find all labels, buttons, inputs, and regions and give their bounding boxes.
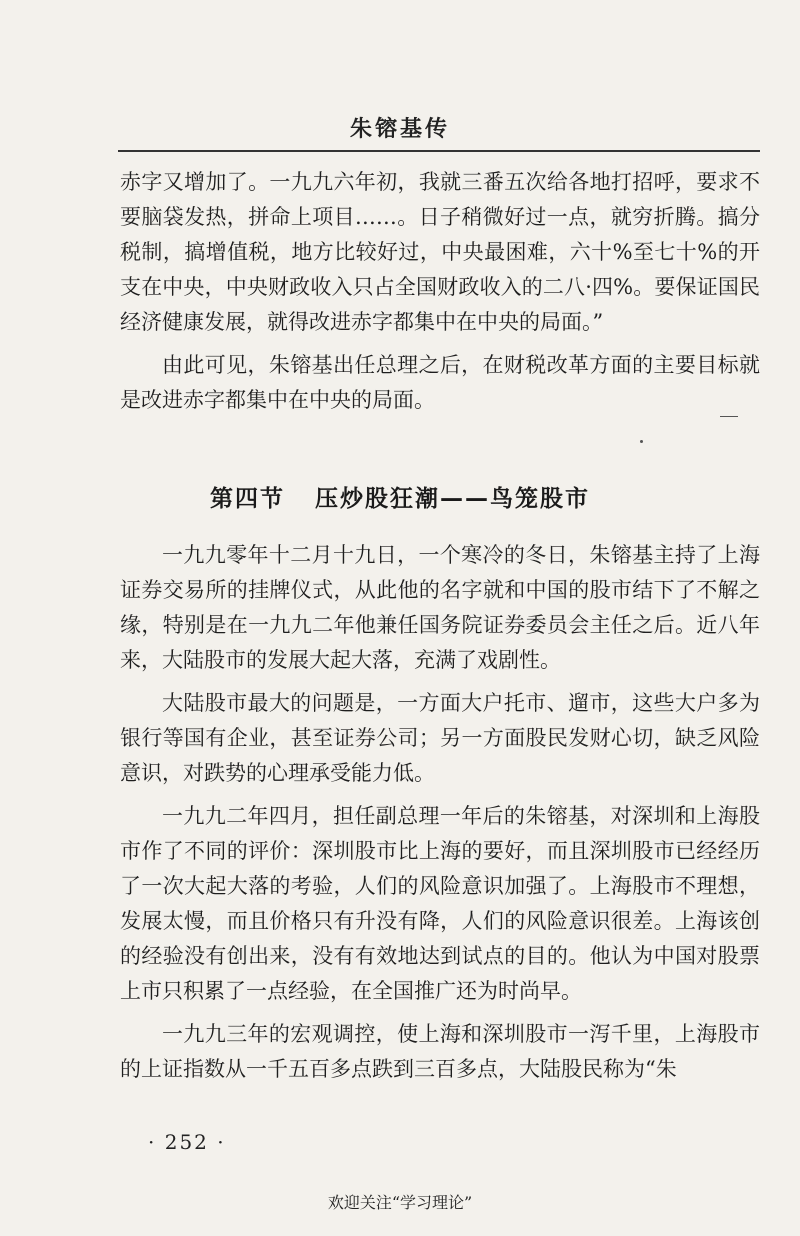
footer-note: 欢迎关注“学习理论” (327, 1193, 473, 1212)
body-text-top (120, 165, 760, 426)
page-number: · 252 · (148, 1130, 226, 1154)
paragraph: 由此可见，朱镕基出任总理之后，在财税改革方面的主要目标就是改进赤字都集中在中央的局面。 (120, 353, 760, 412)
section-title: 压炒股狂潮——鸟笼股市 (315, 486, 590, 512)
paragraph: 大陆股市最大的问题是，一方面大户托市、遛市，这些大户多为银行等国有企业，甚至证券公司；另一方面股民发财心切，缺乏风险意识，对跌势的心理承受能力低。 (120, 691, 760, 785)
paragraph-continuation: 赤字又增加了。一九九六年初，我就三番五次给各地打招呼，要求不要脑袋发热，拼命上项目……。日子稍微好过一点，就穷折腾。搞分税制，搞增值税，地方比较好过，中央最困难，六十%至七十%的开支在中央，中央财政收入只占全国财政收入的二八·四%。要保证国民经济健康发展，就得改进赤字都集中在中央的局面。” (120, 170, 760, 334)
running-header: 朱镕基传 (349, 116, 450, 142)
paragraph: 一九九二年四月，担任副总理一年后的朱镕基，对深圳和上海股市作了不同的评价：深圳股市比上海的要好，而且深圳股市已经经历了一次大起大落的考验，人们的风险意识加强了。上海股市不理想，发展太慢，而且价格只有升没有降，人们的风险意识很差。上海该创的经验没有创出来，没有有效地达到试点的目的。他认为中国对股票上市只积累了一点经验，在全国推广还为时尚早。 (120, 804, 760, 1003)
body-text-bottom (120, 538, 760, 1095)
section-number: 第四节 (210, 486, 285, 512)
scan-speck (640, 440, 643, 443)
paragraph: 一九九零年十二月十九日，一个寒冷的冬日，朱镕基主持了上海证券交易所的挂牌仪式，从此他的名字就和中国的股市结下了不解之缘，特别是在一九九二年他兼任国务院证券委员会主任之后。近八年来，大陆股市的发展大起大落，充满了戏剧性。 (120, 543, 760, 672)
section-heading (0, 480, 800, 513)
scan-speck (720, 416, 738, 417)
header-rule (118, 150, 760, 152)
paragraph: 一九九三年的宏观调控，使上海和深圳股市一泻千里，上海股市的上证指数从一千五百多点跌到三百多点，大陆股民称为“朱 (120, 1022, 760, 1081)
